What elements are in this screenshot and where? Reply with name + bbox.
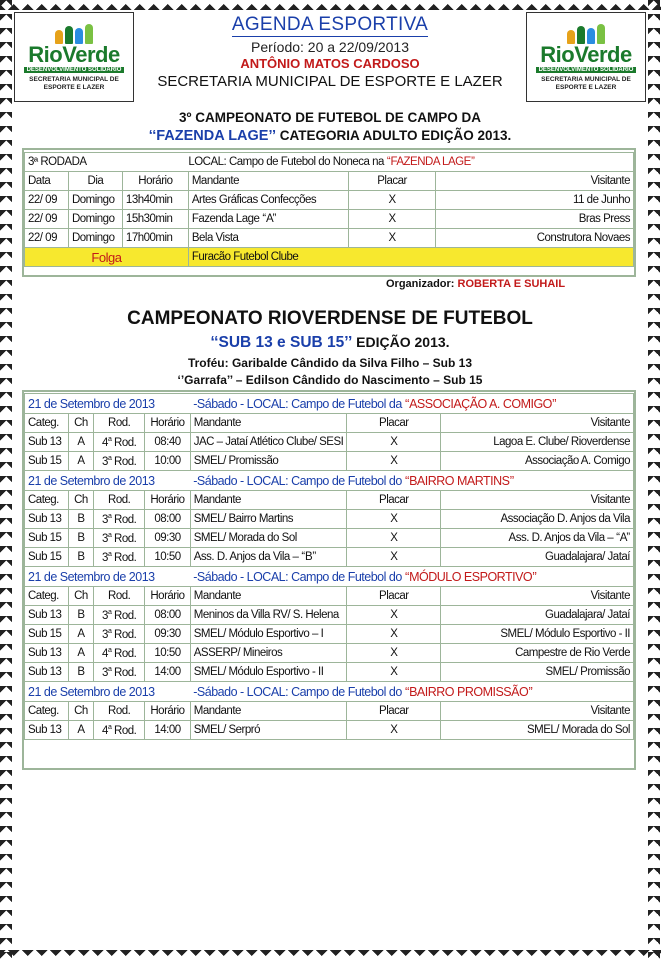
table-row: Sub 13 A 4$^a$ Rod. 14:00 SMEL/ Serpró X SMEL/ Morada do Sol: [25, 721, 634, 740]
table-row: Sub 13 B 3$^a$ Rod. 08:00 SMEL/ Bairro Martins X Associação D. Anjos da Vila: [25, 510, 634, 529]
bye-label: Folga: [25, 248, 189, 267]
col-placar: Placar: [348, 172, 436, 191]
block-header: 21 de Setembro de 2013 -Sábado - LOCAL: Campo de Futebol do ‘‘MÓDULO ESPORTIVO’’: [25, 567, 634, 587]
youth-columns-header: Categ. Ch Rod. Horário Mandante Placar Visitante: [25, 414, 634, 433]
table-row: Sub 13 A 4$^a$ Rod. 10:50 ASSERP/ Mineiros X Campestre de Rio Verde: [25, 644, 634, 663]
youth-title: CAMPEONATO RIOVERDENSE DE FUTEBOL: [127, 308, 533, 329]
period: Período: 20 a 22/09/2013: [250, 39, 410, 55]
adult-title-line2: ‘‘FAZENDA LAGE’’ CATEGORIA ADULTO EDIÇÃO 2013.: [148, 128, 512, 144]
table-row: Sub 13 B 3$^a$ Rod. 14:00 SMEL/ Módulo Esportivo - II X SMEL/ Promissão: [25, 663, 634, 682]
youth-columns-header: Categ. Ch Rod. Horário Mandante Placar Visitante: [25, 702, 634, 721]
col-data: Data: [25, 172, 69, 191]
table-row: Sub 15 A 3$^a$ Rod. 09:30 SMEL/ Módulo Esportivo – I X SMEL/ Módulo Esportivo - II: [25, 625, 634, 644]
table-row: 22/ 09 Domingo 17h00min Bela Vista X Construtora Novaes: [25, 229, 634, 248]
logo-secretaria: SECRETARIA MUNICIPAL DE ESPORTE E LAZER: [541, 76, 631, 91]
block-header: 21 de Setembro de 2013 -Sábado - LOCAL: Campo de Futebol do ‘‘BAIRRO MARTINS’’: [25, 471, 634, 491]
adult-local: LOCAL: Campo de Futebol do Noneca na ‘‘FAZENDA LAGE’’: [188, 153, 633, 172]
col-dia: Dia: [68, 172, 122, 191]
bye-row: [25, 248, 634, 267]
border-right: [648, 0, 661, 960]
bye-team: Furacão Futebol Clube: [188, 248, 633, 267]
border-left: [0, 0, 13, 960]
youth-table: [24, 393, 634, 740]
border-top: [0, 0, 661, 10]
logo-tagline: DESENVOLVIMENTO SOLIDÁRIO: [536, 67, 637, 73]
table-row: Sub 13 B 3$^a$ Rod. 08:00 Meninos da Villa RV/ S. Helena X Guadalajara/ Jataí: [25, 606, 634, 625]
logo-name: RioVerde: [540, 42, 632, 67]
col-visitante: Visitante: [436, 172, 634, 191]
secretaria: SECRETARIA MUNICIPAL DE ESPORTE E LAZER: [157, 73, 503, 90]
adult-table: [24, 152, 634, 267]
round-header: [25, 153, 634, 172]
organizer: Organizador: ROBERTA E SUHAIL: [386, 278, 566, 290]
page-title: AGENDA ESPORTIVA: [231, 14, 429, 35]
logo-tagline: DESENVOLVIMENTO SOLIDÁRIO: [24, 67, 125, 73]
border-bottom: [0, 950, 661, 960]
youth-columns-header: Categ. Ch Rod. Horário Mandante Placar Visitante: [25, 491, 634, 510]
table-row: Sub 15 B 3$^a$ Rod. 10:50 Ass. D. Anjos da Vila – ‘‘B’’ X Guadalajara/ Jataí: [25, 548, 634, 567]
header-center: [134, 12, 526, 102]
logo-secretaria: SECRETARIA MUNICIPAL DE ESPORTE E LAZER: [29, 76, 119, 91]
logo-figures-icon: [567, 22, 605, 44]
col-horario: Horário: [122, 172, 188, 191]
table-row: 22/ 09 Domingo 13h40min Artes Gráficas Confecções X 11 de Junho: [25, 191, 634, 210]
adult-columns-header: [25, 172, 634, 191]
round-label: 3ª RODADA: [25, 153, 189, 172]
table-row: Sub 15 A 3$^a$ Rod. 10:00 SMEL/ Promissão X Associação A. Comigo: [25, 452, 634, 471]
trophy-line2: ‘’Garrafa’’ – Edilson Cândido do Nascimento – Sub 15: [177, 373, 483, 387]
table-row: Sub 13 A 4$^a$ Rod. 08:40 JAC – Jataí Atlético Clube/ SESI X Lagoa E. Clube/ Rioverdense: [25, 433, 634, 452]
block-header: 21 de Setembro de 2013 -Sábado - LOCAL: Campo de Futebol da ‘‘ASSOCIAÇÃO A. COMIGO’’: [25, 394, 634, 414]
secretary-name: ANTÔNIO MATOS CARDOSO: [240, 56, 420, 71]
trophy-line1: Troféu: Garibalde Cândido da Silva Filho – Sub 13: [187, 356, 473, 370]
logo-right: [526, 12, 646, 102]
adult-title-line1: 3º CAMPEONATO DE FUTEBOL DE CAMPO DA: [179, 110, 481, 125]
logo-name: RioVerde: [28, 42, 120, 67]
youth-columns-header: Categ. Ch Rod. Horário Mandante Placar Visitante: [25, 587, 634, 606]
logo-figures-icon: [55, 22, 93, 44]
table-row: 22/ 09 Domingo 15h30min Fazenda Lage ‘‘A’’ X Bras Press: [25, 210, 634, 229]
col-mandante: Mandante: [188, 172, 348, 191]
youth-subtitle: ‘‘SUB 13 e SUB 15’’ EDIÇÃO 2013.: [210, 334, 450, 351]
logo-left: [14, 12, 134, 102]
page-header: [14, 12, 646, 102]
table-row: Sub 15 B 3$^a$ Rod. 09:30 SMEL/ Morada do Sol X Ass. D. Anjos da Vila – ‘‘A’’: [25, 529, 634, 548]
block-header: 21 de Setembro de 2013 -Sábado - LOCAL: Campo de Futebol do ‘‘BAIRRO PROMISSÃO’’: [25, 682, 634, 702]
